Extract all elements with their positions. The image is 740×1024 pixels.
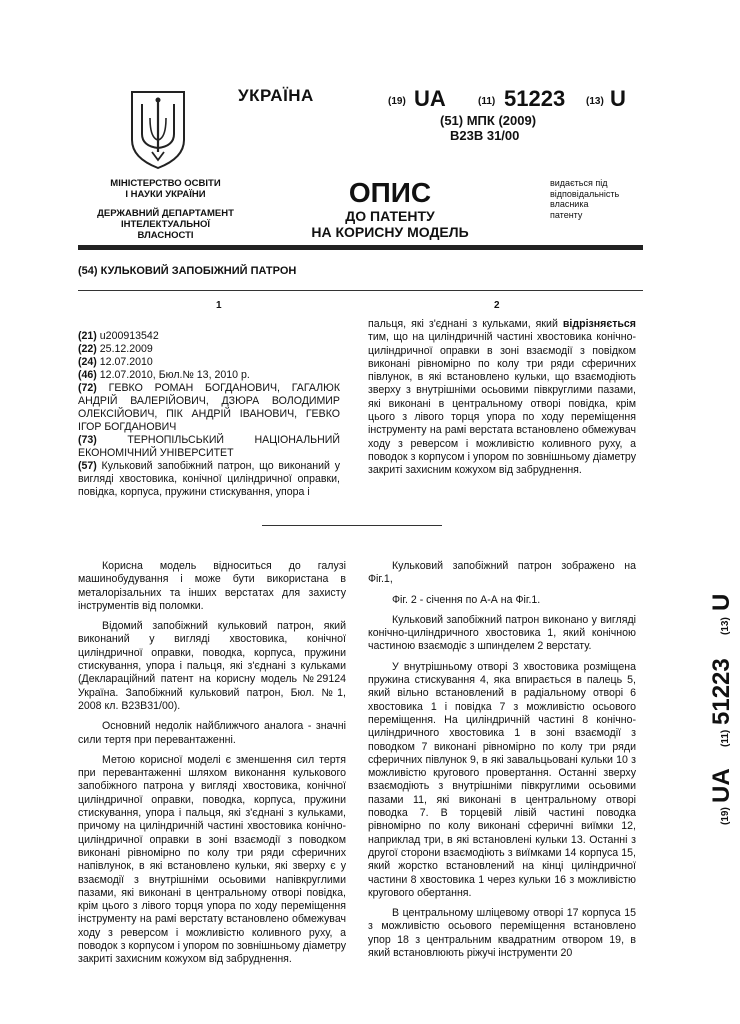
biblio-text: ГЕВКО РОМАН БОГДАНОВИЧ, ГАГАЛЮК АНДРІЙ ВАЛЕРІЙОВИЧ, ДЗЮРА ВОЛОДИМИР ОЛЕКСІЙОВИЧ, ПІК АНДРІЙ ІВАНОВИЧ, ГЕВКО ІГОР БОГДАНОВИЧ bbox=[78, 382, 340, 433]
biblio-text: Кульковий запобіжний патрон, що виконаний у вигляді хвостовика, конічної циліндричної оправки, повідка, корпуса, пружини стискування, упора і bbox=[78, 460, 340, 498]
issued-note bbox=[550, 178, 660, 220]
biblio-entry bbox=[78, 330, 340, 343]
doc-subtitle-line: ДО ПАТЕНТУ bbox=[345, 208, 435, 224]
ipc-code: B23B 31/00 bbox=[450, 128, 520, 143]
biblio-code: (21) bbox=[78, 330, 97, 342]
country-code: UA bbox=[708, 768, 735, 803]
biblio-code: (72) bbox=[78, 382, 97, 394]
code-11: (11) bbox=[478, 96, 496, 107]
ministry-line: І НАУКИ УКРАЇНИ bbox=[125, 189, 206, 200]
description-paragraph: Корисна модель відноситься до галузі машинобудування і може бути використана в металорізальних та інших верстатах для захисту інструментів від поломки. bbox=[78, 560, 346, 612]
country-name: УКРАЇНА bbox=[238, 86, 314, 105]
ministry-name bbox=[78, 178, 253, 200]
department-line: ВЛАСНОСТІ bbox=[137, 230, 194, 241]
section-divider bbox=[262, 525, 442, 526]
biblio-entry bbox=[78, 382, 340, 434]
note-line: власника bbox=[550, 199, 589, 209]
biblio-entry bbox=[78, 460, 340, 499]
biblio-text: u200913542 bbox=[96, 330, 159, 342]
column-number: 1 bbox=[216, 300, 222, 311]
header-divider bbox=[78, 245, 643, 250]
column-number: 2 bbox=[494, 300, 500, 311]
description-paragraph: Кульковий запобіжний патрон виконано у вигляді конічно-циліндричного хвостовика 1, який конічною частиною взаємодіє з шпинделем 2 верстату. bbox=[368, 613, 636, 653]
ministry-line: МІНІСТЕРСТВО ОСВІТИ bbox=[110, 178, 221, 189]
claim-continuation bbox=[368, 318, 636, 485]
biblio-code: (57) bbox=[78, 460, 97, 472]
doc-subtitle-line: НА КОРИСНУ МОДЕЛЬ bbox=[311, 224, 469, 240]
department-line: ДЕРЖАВНИЙ ДЕПАРТАМЕНТ bbox=[97, 208, 234, 219]
description-paragraph: Відомий запобіжний кульковий патрон, який виконаний у вигляді хвостовика, конічної циліндричної оправки, поводка, корпуса, пружини стискування, упора і пальця, які з'єднані з кульками (Деклараційний патент на корисну модель №29124 Україна. Запобіжний кульковий патрон, Бюл. №1, 2008 кл. В23В31/00). bbox=[78, 620, 346, 712]
invention-title: (54) КУЛЬКОВИЙ ЗАПОБІЖНИЙ ПАТРОН bbox=[78, 265, 297, 277]
description-paragraph: У внутрішньому отворі 3 хвостовика розміщена пружина стискування 4, яка впирається в палець 5, який вільно встановлений в радіальному отворі 6 хвостовика 1 і повідка 7 з можливістю осьового переміщення. На циліндричній частині 8 конічно-циліндричного хвостовика 1 в зоні взаємодії з поводком 7 виконані рівномірно по колу три ряди сферичних півлунок 9, в які завальцьовані кульки 10 з можливістю кругового провертання. Останні зверху взаємодіють з внутрішніми півкруглими осьовими пазами 11, які виконані в центральному отворі поводка 7. В торцевій лівій частині поводка рівномірно по колу виконані сферичні виїмки 12, наприклад три, в які встановлені кульки 13. Останні з другої сторони взаємодіють з виїмками 14 корпуса 15, який жорстко встановлений на кінці циліндричної частини 8 хвостовика 1 через кульки 16 з можливістю кругового обертання. bbox=[368, 660, 636, 899]
country-code: UA bbox=[414, 86, 446, 111]
note-line: видається під bbox=[550, 178, 608, 188]
code-11: (11) bbox=[720, 729, 731, 747]
biblio-text: 12.07.2010, Бюл.№ 13, 2010 р. bbox=[96, 369, 250, 381]
description-column-left bbox=[78, 560, 346, 974]
description-paragraph: Кульковий запобіжний патрон зображено на Фіг.1, bbox=[368, 560, 636, 586]
patent-number: 51223 bbox=[504, 86, 566, 111]
claim-emphasis: відрізняється bbox=[562, 318, 636, 330]
biblio-entry bbox=[78, 343, 340, 356]
code-13: (13) bbox=[720, 617, 731, 635]
department-name bbox=[78, 208, 253, 241]
biblio-text: 12.07.2010 bbox=[96, 356, 153, 368]
rotated-document-number bbox=[660, 585, 735, 825]
document-title bbox=[300, 178, 480, 240]
claim-text: пальця, які з'єднані з кульками, який bbox=[368, 318, 563, 330]
biblio-entry bbox=[78, 369, 340, 382]
kind-code: U bbox=[610, 86, 626, 111]
biblio-code: (24) bbox=[78, 356, 97, 368]
biblio-text: ТЕРНОПІЛЬСЬКИЙ НАЦІОНАЛЬНИЙ ЕКОНОМІЧНИЙ УНІВЕРСИТЕТ bbox=[78, 434, 340, 459]
code-19: (19) bbox=[388, 96, 406, 107]
code-19: (19) bbox=[720, 807, 731, 825]
description-paragraph: Метою корисної моделі є зменшення сил тертя при перевантаженні шляхом виконання кулькового запобіжного патрона у вигляді хвостовика, конічної циліндричної оправки, поводка, корпуса, пружини стискування, упора і пальця, які з'єднані з кульками, причому на циліндричній частині хвостовика конічно-циліндричної оправки в зоні взаємодії з поводком виконані рівномірно по колу три ряди сферичних напівлунок, в які встановлено кульки, які зверху є у взаємодії з внутрішніми осьовими напівкруглими пазами, які виконані в центральному отворі повідка, крім цього з лівого торця упора по ходу переміщення інструменту на рамі верстату встановлено обмежувач ходу з реверсом і можливістю коливного руху, а поводок з корпусом і упором по зовнішньому діаметру закриті захисним кожухом від забруднення. bbox=[78, 753, 346, 966]
biblio-text: 25.12.2009 bbox=[96, 343, 153, 355]
title-divider bbox=[78, 290, 643, 291]
doc-title: ОПИС bbox=[348, 177, 432, 208]
biblio-code: (73) bbox=[78, 434, 97, 446]
description-paragraph: В центральному шліцевому отворі 17 корпуса 15 з можливістю осьового переміщення встановлено упор 18 з центральним квадратним отвором 19, в який встановлюють ріжучі інструменти 20 bbox=[368, 907, 636, 960]
coat-of-arms-icon bbox=[128, 88, 188, 172]
description-column-right bbox=[368, 560, 636, 967]
biblio-code: (46) bbox=[78, 369, 97, 381]
department-line: ІНТЕЛЕКТУАЛЬНОЇ bbox=[120, 219, 211, 230]
patent-number: 51223 bbox=[708, 658, 735, 725]
code-13: (13) bbox=[586, 96, 604, 107]
biblio-entry bbox=[78, 356, 340, 369]
claim-paragraph bbox=[368, 318, 636, 478]
kind-code: U bbox=[708, 593, 735, 611]
document-number-line bbox=[388, 86, 638, 116]
description-paragraph: Основний недолік найближчого аналога - значні сили тертя при перевантаженні. bbox=[78, 720, 346, 746]
ipc-classification bbox=[440, 113, 536, 143]
bibliographic-data bbox=[78, 330, 340, 499]
biblio-code: (22) bbox=[78, 343, 97, 355]
description-paragraph: Фіг. 2 - січення по А-А на Фіг.1. bbox=[392, 593, 541, 606]
note-line: відповідальність bbox=[550, 188, 620, 199]
biblio-entry bbox=[78, 434, 340, 460]
ipc-label: (51) МПК (2009) bbox=[440, 113, 537, 128]
note-line: патенту bbox=[550, 209, 583, 220]
claim-text: тим, що на циліндричній частині хвостовика конічно-циліндричної оправки в зоні взаємодії з повідком виконані рівномірно по колу три ряди сферичних півлунок, в які встановлено кульки, що взаємодіють зверху з внутрішніми осьовими півкруглими пазами, які виконані в центральному отворі повідка, крім цього з лівого торця упора по ходу переміщення інструменту на рамі верстата встановлено обмежувач ходу з реверсом і можливістю коливного руху, а поводок з корпусом і упором по зовнішньому діаметру закриті захисним кожухом від забруднення. bbox=[368, 331, 636, 477]
